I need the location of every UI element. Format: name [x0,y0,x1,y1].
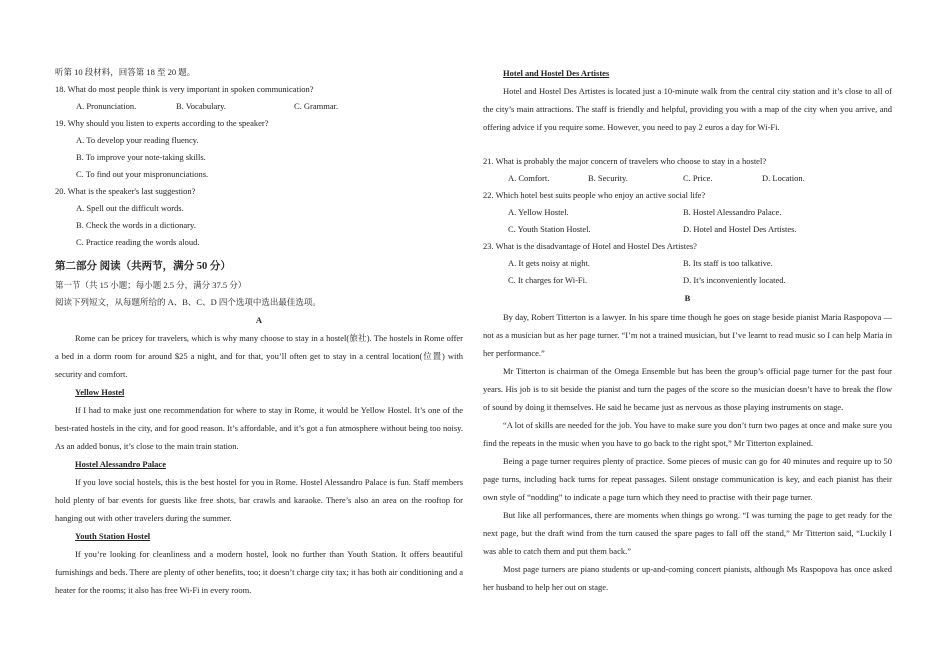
hostel-heading-alessandro-palace: Hostel Alessandro Palace [75,459,166,469]
question-19-stem: 19. Why should you listen to experts according to the speaker? [55,118,269,128]
question-18-option-c: C. Grammar. [294,101,339,111]
passage-b-label: B [684,293,691,303]
hostel-paragraph-des-artistes: Hotel and Hostel Des Artistes is located just a 10-minute walk from the central city station and it’s close to all of the city’s main attractions. The staff is friendly and helpful, providing you with a map of the city when you arrive, and offering advice if you require some. However, you need to pay 2 euros a day for Wi-Fi. [483,86,892,132]
spacer [483,136,892,153]
question-22-options-row-2 [483,221,892,238]
question-18-options [55,98,463,115]
passage-b-paragraph-3: “A lot of skills are needed for the job. You have to make sure you don’t turn two pages at once and make sure you find the repeats in the music when you have to go back to the right spot,” Mr Titterton explained. [483,420,892,448]
question-18-stem: 18. What do most people think is very important in spoken communication? [55,84,314,94]
question-22-option-a: A. Yellow Hostel. [508,207,569,217]
left-column [55,64,463,599]
question-20-option-a: A. Spell out the difficult words. [76,203,184,213]
question-19-option-c: C. To find out your mispronunciations. [76,169,209,179]
right-column [483,64,892,596]
question-18-option-b: B. Vocabulary. [176,101,226,111]
question-21-stem: 21. What is probably the major concern of travelers who choose to stay in a hostel? [483,156,767,166]
question-23-stem: 23. What is the disadvantage of Hotel and Hostel Des Artistes? [483,241,697,251]
question-19-option-b: B. To improve your note-taking skills. [76,152,206,162]
passage-b-paragraph-5: But like all performances, there are moments when things go wrong. “I was turning the page to get ready for the next page, but the draft wind from the turn caused the spare pages to fall off the stand,” Mr Titterton said, “Luckily I was able to catch them and put them back.” [483,510,892,556]
passage-b-paragraph-2: Mr Titterton is chairman of the Omega Ensemble but has been the group’s official page turner for the past four years. His job is to sit beside the pianist and turn the pages of the score so the musician doesn’t have to break the flow of sound by doing it themselves. He said he became just as nervous as those playing instruments on stage. [483,366,892,412]
question-19-option-a: A. To develop your reading fluency. [76,135,199,145]
question-23-option-d: D. It’s inconveniently located. [683,275,786,285]
question-21-option-a: A. Comfort. [508,173,550,183]
question-22-stem: 22. Which hotel best suits people who enjoy an active social life? [483,190,706,200]
question-21-option-d: D. Location. [762,173,805,183]
question-21-option-c: C. Price. [683,173,713,183]
question-18-option-a: A. Pronunciation. [76,101,137,111]
question-22-option-b: B. Hostel Alessandro Palace. [683,207,782,217]
question-20-stem: 20. What is the speaker's last suggestion? [55,186,196,196]
question-22-options-row-1 [483,204,892,221]
passage-b-paragraph-1: By day, Robert Titterton is a lawyer. In his spare time though he goes on stage beside pianist Maria Raspopova — not as a musician but as her page turner. “I’m not a trained musician, but I’ve learnt to read music so I can help Maria in her performance.” [483,312,892,358]
question-21-option-b: B. Security. [588,173,628,183]
question-22-option-c: C. Youth Station Hostel. [508,224,591,234]
question-21-options [483,170,892,187]
hostel-heading-yellow-hostel: Yellow Hostel [75,387,125,397]
question-23-option-c: C. It charges for Wi-Fi. [508,275,588,285]
question-20-option-b: B. Check the words in a dictionary. [76,220,196,230]
passage-a-label: A [255,315,263,325]
passage-a-intro-paragraph: Rome can be pricey for travelers, which is why many choose to stay in a hostel(旅社). The hostels in Rome offer a bed in a dorm room for around $25 a night, and for that, you’ll often get to stay in a central location(位置) with security and comfort. [55,333,463,379]
question-23-options-row-1 [483,255,892,272]
question-23-options-row-2 [483,272,892,289]
hostel-heading-youth-station: Youth Station Hostel [75,531,151,541]
hostel-heading-des-artistes: Hotel and Hostel Des Artistes [503,68,610,78]
question-23-option-b: B. Its staff is too talkative. [683,258,773,268]
hostel-paragraph-yellow-hostel: If I had to make just one recommendation for where to stay in Rome, it would be Yellow Hostel. It’s one of the best-rated hostels in the city, and for good reason. It’s affordable, and it’s got a fun atmosphere without being too noisy. As an added bonus, it’s close to the main train station. [55,405,463,451]
section1-note: 第一节（共 15 小题；每小题 2.5 分，满分 37.5 分） [55,280,247,290]
part2-title: 第二部分 阅读（共两节，满分 50 分） [55,261,231,272]
reading-instructions: 阅读下列短文，从每题所给的 A、B、C、D 四个选项中选出最佳选项。 [55,297,321,307]
question-22-option-d: D. Hotel and Hostel Des Artistes. [683,224,797,234]
question-20-option-c: C. Practice reading the words aloud. [76,237,200,247]
listening-section-intro: 听第 10 段材料，回答第 18 至 20 题。 [55,67,196,77]
passage-b-paragraph-6: Most page turners are piano students or up-and-coming concert pianists, although Ms Raspopova has once asked her husband to help her out on stage. [483,564,892,592]
hostel-paragraph-youth-station: If you’re looking for cleanliness and a modern hostel, look no further than Youth Station. It offers beautiful furnishings and beds. There are plenty of other benefits, too; it doesn’t charge city tax; it has both air conditioning and a heater for the rooms; it also has free Wi-Fi in every room. [55,549,463,595]
passage-b-paragraph-4: Being a page turner requires plenty of practice. Some pieces of music can go for 40 minutes and require up to 50 page turns, including back turns for repeat passages. Silent onstage communication is key, and each pianist has their own style of “nodding” to indicate a page turn which they need to practise with their page turner. [483,456,892,502]
question-23-option-a: A. It gets noisy at night. [508,258,590,268]
hostel-paragraph-alessandro-palace: If you love social hostels, this is the best hostel for you in Rome. Hostel Alessandro Palace is fun. Staff members hold plenty of bar events for guests like free shots, bar crawls and karaoke. There’s also an area on the rooftop for hanging out with other travelers during the summer. [55,477,463,523]
